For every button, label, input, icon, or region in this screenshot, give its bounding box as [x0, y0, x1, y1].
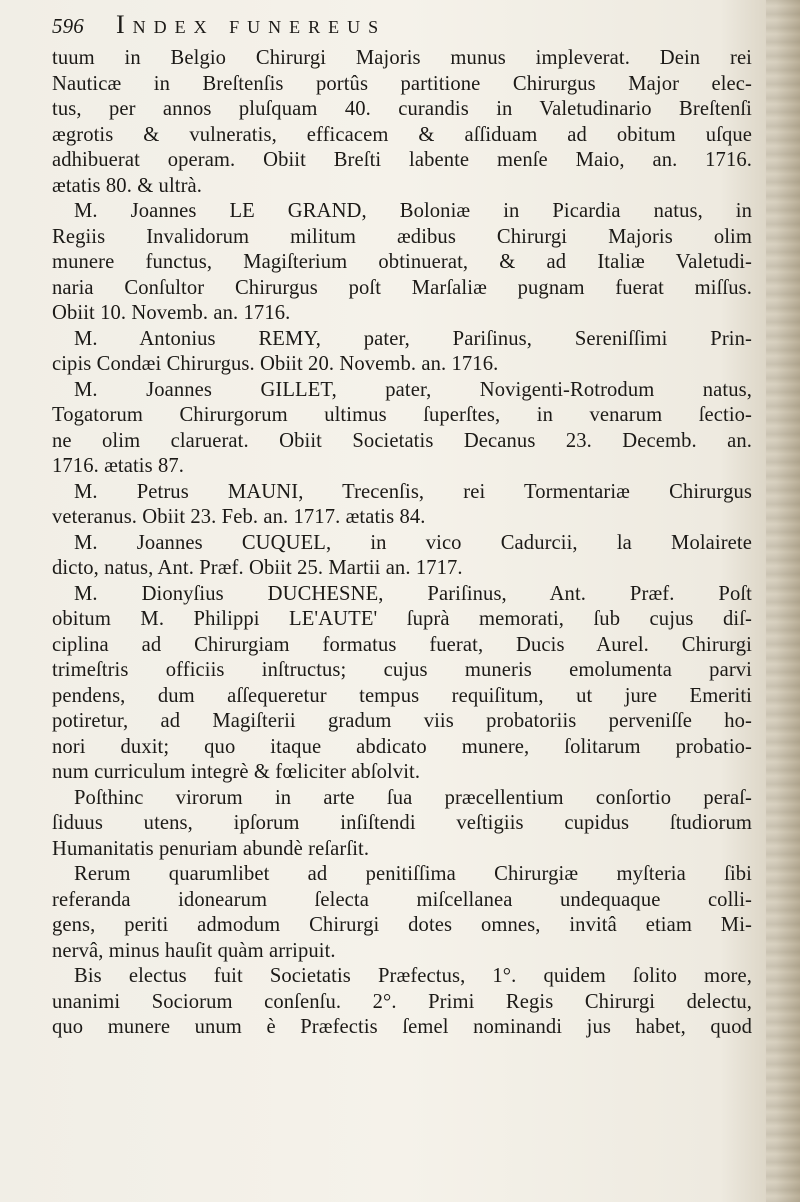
text-line: Obiit 10. Novemb. an. 1716. [52, 302, 291, 324]
text-line: cipis Condæi Chirurgus. Obiit 20. Novemb. an. 1716. [52, 353, 499, 375]
text-line: adhibuerat operam. Obiit Breſti labente menſe Maio, an. 1716. [52, 149, 752, 171]
page-number: 596 [52, 14, 84, 38]
text-line: Humanitatis penuriam abundè reſarſit. [52, 837, 370, 860]
text-line: tuum in Belgio Chirurgi Majoris munus impleverat. Dein rei [52, 47, 752, 69]
text-line: M. Joannes LE GRAND, Boloniæ in Picardia natus, in [74, 200, 752, 222]
text-line: gens, periti admodum Chirurgi dotes omnes, invitâ etiam Mi- [52, 914, 752, 936]
text-line: pendens, dum aſſequeretur tempus requiſitum, ut jure Emeriti [52, 684, 752, 707]
text-line: Poſthinc virorum in arte ſua præcellentium conſortio peraſ- [74, 786, 752, 809]
page-header [52, 12, 752, 46]
text-line: M. Joannes CUQUEL, in vico Cadurcii, la Molairete [74, 531, 752, 554]
text-line: M. Antonius REMY, pater, Pariſinus, Sereniſſimi Prin- [74, 327, 752, 350]
text-line: quo munere unum è Præfectis ſemel nominandi jus habet, quod [52, 1016, 752, 1038]
text-line: trimeſtris officiis inſtructus; cujus muneris emolumenta parvi [52, 659, 752, 681]
text-line: nervâ, minus hauſit quàm arripuit. [52, 939, 336, 962]
text-line: Rerum quarumlibet ad penitiſſima Chirurgiæ myſteria ſibi [74, 863, 752, 885]
text-line: ægrotis & vulneratis, efficacem & aſſiduam ad obitum uſque [52, 123, 752, 146]
text-line: unanimi Sociorum conſenſu. 2°. Primi Regis Chirurgi delectu, [52, 990, 752, 1013]
text-line: Regiis Invalidorum militum ædibus Chirurgi Majoris olim [52, 225, 752, 248]
text-line: num curriculum integrè & fœliciter abſolvit. [52, 761, 421, 783]
text-line: naria Conſultor Chirurgus poſt Marſaliæ pugnam fuerat miſſus. [52, 276, 752, 299]
text-line: M. Joannes GILLET, pater, Novigenti-Rotrodum natus, [74, 378, 752, 401]
text-line: potiretur, ad Magiſterii gradum viis probatoriis perveniſſe ho- [52, 710, 752, 732]
page-content [52, 12, 752, 1041]
page-edge [766, 0, 800, 1202]
text-line: referanda idonearum ſelecta miſcellanea undequaque colli- [52, 888, 752, 911]
text-line: obitum M. Philippi LE'AUTE' ſuprà memorati, ſub cujus diſ- [52, 608, 752, 630]
text-line: ſiduus utens, ipſorum inſiſtendi veſtigiis cupidus ſtudiorum [52, 812, 752, 834]
text-line: nori duxit; quo itaque abdicato munere, ſolitarum probatio- [52, 735, 752, 758]
text-line: Bis electus fuit Societatis Præfectus, 1°. quidem ſolito more, [74, 965, 752, 987]
text-line: veteranus. Obiit 23. Feb. an. 1717. ætatis 84. [52, 506, 426, 528]
text-body [52, 46, 752, 1041]
text-line: M. Dionyſius DUCHESNE, Pariſinus, Ant. Præf. Poſt [74, 582, 752, 605]
text-line: Nauticæ in Breſtenſis portûs partitione Chirurgus Major elec- [52, 72, 752, 95]
text-line: munere functus, Magiſterium obtinuerat, & ad Italiæ Valetudi- [52, 251, 752, 273]
text-line: ne olim claruerat. Obiit Societatis Decanus 23. Decemb. an. [52, 429, 752, 452]
text-line: ætatis 80. & ultrà. [52, 174, 203, 197]
text-line: M. Petrus MAUNI, Trecenſis, rei Tormentariæ Chirurgus [74, 480, 752, 503]
text-line: tus, per annos pluſquam 40. curandis in Valetudinario Breſtenſi [52, 98, 752, 120]
running-head: Index funereus [116, 10, 387, 39]
text-line: ciplina ad Chirurgiam formatus fuerat, Ducis Aurel. Chirurgi [52, 633, 752, 656]
text-line: 1716. ætatis 87. [52, 455, 185, 477]
text-line: dicto, natus, Ant. Præf. Obiit 25. Martii an. 1717. [52, 557, 463, 579]
text-line: Togatorum Chirurgorum ultimus ſuperſtes, in venarum ſectio- [52, 404, 752, 426]
